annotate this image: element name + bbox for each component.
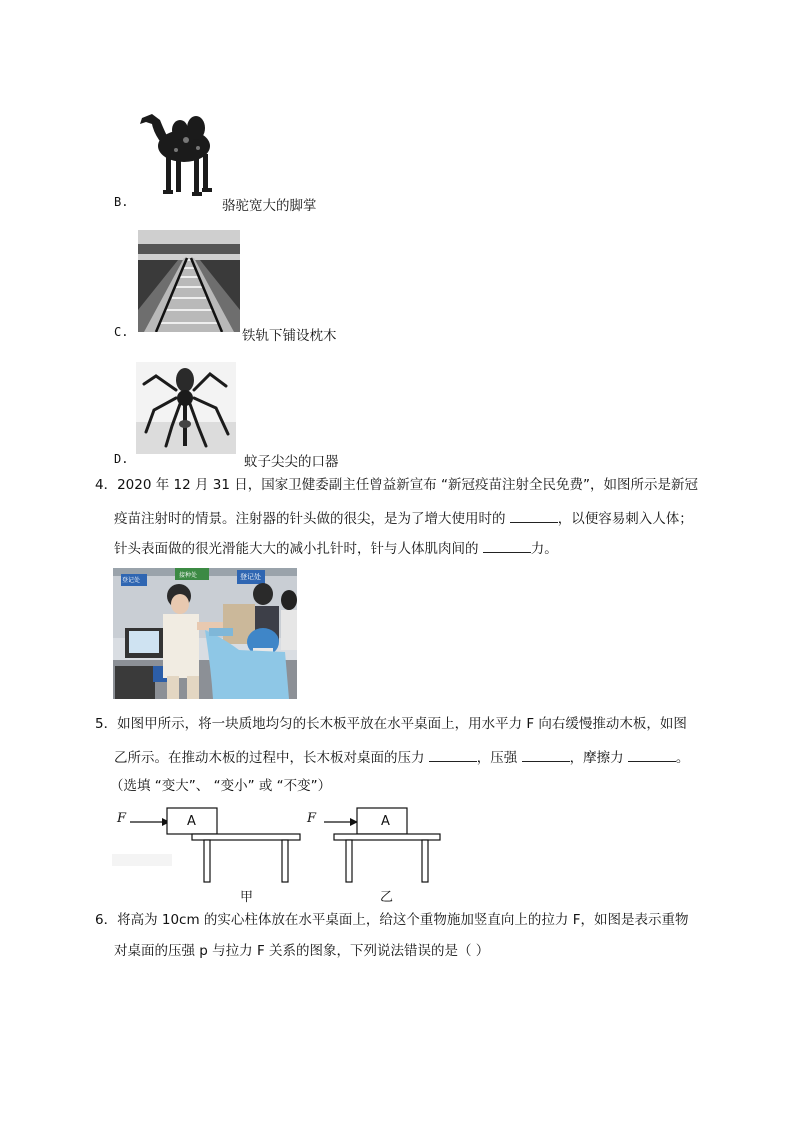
- q4-blank-1[interactable]: [510, 510, 558, 523]
- caption-yi: 乙: [380, 890, 394, 905]
- vaccination-photo: [113, 568, 297, 699]
- q5-line-2-text-a: 乙所示。在推动木板的过程中，长木板对桌面的压力: [114, 750, 429, 766]
- force-label-jia: F: [117, 811, 127, 826]
- q4-blank-2[interactable]: [483, 540, 531, 553]
- option-d-text: 蚊子尖尖的口器: [244, 454, 339, 470]
- option-d-letter: D.: [114, 452, 129, 466]
- q5-line-1: 5．如图甲所示，将一块质地均匀的长木板平放在水平桌面上，用水平力 F 向右缓慢推动木板，如图: [95, 716, 687, 732]
- block-label-jia: A: [187, 814, 196, 829]
- option-b-letter: B.: [114, 195, 129, 209]
- option-b-text: 骆驼宽大的脚掌: [222, 198, 317, 214]
- q5-line-2-text-b: ，压强: [476, 750, 522, 766]
- force-label-yi: F: [307, 811, 317, 826]
- option-c-text: 铁轨下铺设枕木: [242, 328, 337, 344]
- option-c-letter: C.: [114, 325, 129, 339]
- q6-line-1: 6．将高为 10cm 的实心柱体放在水平桌面上，给这个重物施加竖直向上的拉力 F，如图是表示重物: [95, 912, 689, 928]
- railway-track-image: [138, 230, 240, 332]
- diagram-yi: [300, 804, 450, 886]
- q4-line-1: 4．2020 年 12 月 31 日，国家卫健委副主任曾益新宣布 “新冠疫苗注射全民免费”，如图所示是新冠: [95, 477, 699, 493]
- q4-line-2-text-a: 疫苗注射时的情景。注射器的针头做的很尖，是为了增大使用时的: [114, 511, 510, 527]
- q4-line-2-text-b: ，以便容易刺入人体；: [557, 511, 693, 527]
- q5-line-2: [114, 749, 689, 766]
- mosquito-image: [136, 362, 236, 454]
- q4-line-3-text-b: 力。: [530, 541, 558, 557]
- diagram-jia: [110, 804, 310, 886]
- q5-line-3: （选填 “变大”、 “变小” 或 “不变”）: [110, 778, 332, 794]
- q5-blank-3[interactable]: [628, 749, 676, 762]
- q5-blank-2[interactable]: [522, 749, 570, 762]
- camel-image: [136, 104, 222, 200]
- photo-sign-2: 接种处: [179, 572, 198, 579]
- q4-line-2: [114, 510, 693, 527]
- photo-sign-3: 登记处: [240, 573, 261, 581]
- caption-jia: 甲: [240, 890, 254, 905]
- q5-line-2-text-c: ，摩擦力: [569, 750, 628, 766]
- q4-line-3-text-a: 针头表面做的很光滑能大大的减小扎针时，针与人体肌肉间的: [114, 541, 483, 557]
- q6-line-2: 对桌面的压强 p 与拉力 F 关系的图象，下列说法错误的是（ ）: [114, 943, 490, 959]
- photo-sign-1: 登记处: [122, 577, 141, 584]
- q5-blank-1[interactable]: [429, 749, 477, 762]
- q5-line-2-text-d: 。: [675, 750, 690, 766]
- q4-line-3: [114, 540, 558, 557]
- block-label-yi: A: [381, 814, 390, 829]
